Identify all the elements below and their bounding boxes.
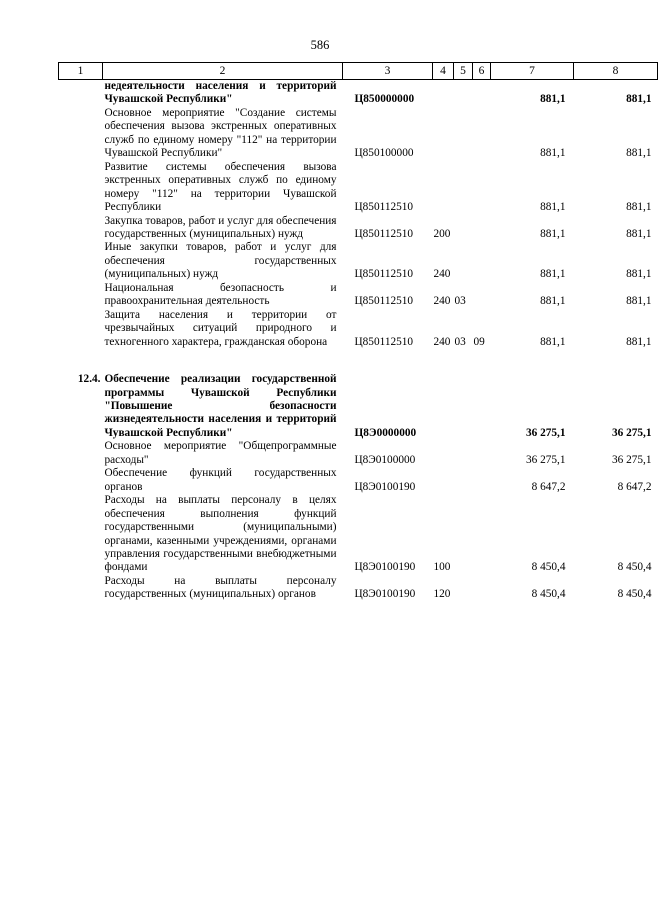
row-col4: 240 bbox=[433, 295, 451, 308]
row-col5: 03 bbox=[454, 335, 466, 348]
row-value-8: 881,1 bbox=[626, 201, 652, 214]
header-cell: 6 bbox=[473, 63, 491, 80]
row-description: Основное мероприятие "Создание системы обеспечения вызова экстренных оперативных служб по единому номеру "112" на территории Чувашской Республики" bbox=[104, 106, 337, 160]
header-cell: 4 bbox=[433, 63, 454, 80]
row-col6: 09 bbox=[473, 335, 485, 348]
spacer-row bbox=[59, 349, 658, 373]
row-value-7: 881,1 bbox=[540, 227, 566, 240]
row-col6 bbox=[473, 282, 491, 309]
spacer-cell bbox=[454, 349, 473, 373]
row-description: Расходы на выплаты персоналу государственных (муниципальных) органов bbox=[104, 574, 337, 601]
row-code: Ц850112510 bbox=[354, 295, 414, 308]
row-col6 bbox=[473, 575, 491, 602]
row-value-7: 881,1 bbox=[540, 147, 566, 160]
row-index bbox=[59, 80, 103, 107]
row-col5 bbox=[454, 107, 473, 161]
spacer-cell bbox=[574, 349, 658, 373]
row-value-7: 8 450,4 bbox=[531, 561, 566, 574]
row-value-7: 881,1 bbox=[540, 201, 566, 214]
row-description: Обеспечение реализации государственной программы Чувашской Республики "Повышение безопасности жизнедеятельности населения и территорий Чувашской Республики" bbox=[104, 373, 337, 439]
row-col5 bbox=[454, 440, 473, 467]
row-index bbox=[59, 467, 103, 494]
row-value-8: 881,1 bbox=[626, 227, 652, 240]
row-code: Ц8Э0100190 bbox=[354, 561, 416, 574]
row-value-7: 881,1 bbox=[540, 295, 566, 308]
header-cell: 7 bbox=[491, 63, 574, 80]
row-col5: 03 bbox=[454, 295, 466, 308]
row-code: Ц850112510 bbox=[354, 335, 414, 348]
row-description: Защита населения и территории от чрезвычайных ситуаций природного и техногенного характера, гражданская оборона bbox=[104, 308, 337, 348]
row-col6 bbox=[473, 467, 491, 494]
row-col5 bbox=[454, 241, 473, 281]
header-cell: 1 bbox=[59, 63, 103, 80]
row-col5 bbox=[454, 373, 473, 440]
row-description: недеятельности населения и территорий Чувашской Республики" bbox=[104, 80, 337, 106]
row-description: Иные закупки товаров, работ и услуг для обеспечения государственных (муниципальных) нужд bbox=[104, 241, 337, 281]
row-index bbox=[59, 494, 103, 575]
row-col4 bbox=[433, 440, 454, 467]
row-value-8: 881,1 bbox=[626, 268, 652, 281]
row-description: Национальная безопасность и правоохранительная деятельность bbox=[104, 281, 337, 308]
row-value-7: 36 275,1 bbox=[525, 453, 566, 466]
row-col6 bbox=[473, 107, 491, 161]
table-row bbox=[59, 373, 658, 440]
row-index bbox=[59, 107, 103, 161]
table-header bbox=[59, 63, 658, 80]
row-index bbox=[59, 215, 103, 242]
row-col5 bbox=[454, 575, 473, 602]
row-col4: 120 bbox=[433, 588, 451, 601]
row-col6 bbox=[473, 241, 491, 281]
table-row bbox=[59, 107, 658, 161]
row-value-7: 881,1 bbox=[540, 93, 566, 106]
row-description: Развитие системы обеспечения вызова экстренных оперативных служб по единому номеру "112" на территории Чувашской Республики bbox=[104, 160, 337, 214]
row-col6 bbox=[473, 80, 491, 107]
table-body bbox=[59, 80, 658, 602]
row-code: Ц850000000 bbox=[354, 93, 415, 106]
row-value-7: 36 275,1 bbox=[525, 426, 566, 439]
row-col6 bbox=[473, 494, 491, 575]
budget-table bbox=[58, 62, 658, 602]
row-code: Ц8Э0100190 bbox=[354, 588, 416, 601]
row-col4: 240 bbox=[433, 335, 451, 348]
table-row bbox=[59, 282, 658, 309]
table-row bbox=[59, 80, 658, 107]
row-index bbox=[59, 309, 103, 349]
table-row bbox=[59, 215, 658, 242]
row-value-7: 881,1 bbox=[540, 268, 566, 281]
row-index bbox=[59, 282, 103, 309]
row-col4: 200 bbox=[433, 227, 451, 240]
spacer-cell bbox=[103, 349, 343, 373]
row-col4 bbox=[433, 107, 454, 161]
row-value-8: 881,1 bbox=[626, 147, 652, 160]
row-col6 bbox=[473, 440, 491, 467]
spacer-cell bbox=[343, 349, 433, 373]
row-index bbox=[59, 440, 103, 467]
header-cell: 8 bbox=[574, 63, 658, 80]
row-col5 bbox=[454, 80, 473, 107]
spacer-cell bbox=[473, 349, 491, 373]
row-code: Ц850112510 bbox=[354, 201, 414, 214]
row-col4 bbox=[433, 467, 454, 494]
row-index bbox=[59, 575, 103, 602]
row-value-8: 8 450,4 bbox=[617, 561, 652, 574]
row-col6 bbox=[473, 215, 491, 242]
row-code: Ц850112510 bbox=[354, 268, 414, 281]
row-col6 bbox=[473, 373, 491, 440]
row-code: Ц8Э0100190 bbox=[354, 480, 416, 493]
row-code: Ц8Э0100000 bbox=[354, 453, 416, 466]
row-value-8: 881,1 bbox=[626, 93, 652, 106]
row-col4 bbox=[433, 373, 454, 440]
table-row bbox=[59, 309, 658, 349]
table-row bbox=[59, 440, 658, 467]
row-col5 bbox=[454, 467, 473, 494]
row-col4 bbox=[433, 161, 454, 215]
row-description: Обеспечение функций государственных органов bbox=[104, 467, 337, 493]
row-index bbox=[59, 161, 103, 215]
row-value-8: 8 647,2 bbox=[617, 480, 652, 493]
row-value-8: 36 275,1 bbox=[611, 453, 652, 466]
row-value-8: 881,1 bbox=[626, 335, 652, 348]
spacer-cell bbox=[59, 349, 103, 373]
row-col4 bbox=[433, 80, 454, 107]
row-col4: 240 bbox=[433, 268, 451, 281]
row-code: Ц850100000 bbox=[354, 147, 414, 160]
row-index: 12.4. bbox=[77, 373, 101, 386]
row-col4: 100 bbox=[433, 561, 451, 574]
row-index bbox=[59, 241, 103, 281]
row-value-7: 8 450,4 bbox=[531, 588, 566, 601]
table-row bbox=[59, 467, 658, 494]
row-code: Ц8Э0000000 bbox=[354, 426, 417, 439]
row-description: Основное мероприятие "Общепрограммные расходы" bbox=[104, 440, 337, 466]
spacer-cell bbox=[433, 349, 454, 373]
row-description: Расходы на выплаты персоналу в целях обеспечения выполнения функций государственными (муниципальными) органами, казенными учреждениями, органами управления государственными внебюджетными фондами bbox=[104, 494, 337, 574]
row-code: Ц850112510 bbox=[354, 227, 414, 240]
row-value-8: 8 450,4 bbox=[617, 588, 652, 601]
table-row bbox=[59, 494, 658, 575]
table-row bbox=[59, 241, 658, 281]
row-value-7: 881,1 bbox=[540, 335, 566, 348]
table-row bbox=[59, 575, 658, 602]
spacer-cell bbox=[491, 349, 574, 373]
row-value-8: 881,1 bbox=[626, 295, 652, 308]
header-cell: 3 bbox=[343, 63, 433, 80]
row-description: Закупка товаров, работ и услуг для обеспечения государственных (муниципальных) нужд bbox=[104, 214, 337, 240]
header-cell: 2 bbox=[103, 63, 343, 80]
row-col5 bbox=[454, 215, 473, 242]
row-col6 bbox=[473, 161, 491, 215]
row-col5 bbox=[454, 161, 473, 215]
row-col5 bbox=[454, 494, 473, 575]
row-value-7: 8 647,2 bbox=[531, 480, 566, 493]
page-number: 586 bbox=[310, 38, 330, 52]
row-value-8: 36 275,1 bbox=[611, 426, 652, 439]
header-cell: 5 bbox=[454, 63, 473, 80]
table-row bbox=[59, 161, 658, 215]
